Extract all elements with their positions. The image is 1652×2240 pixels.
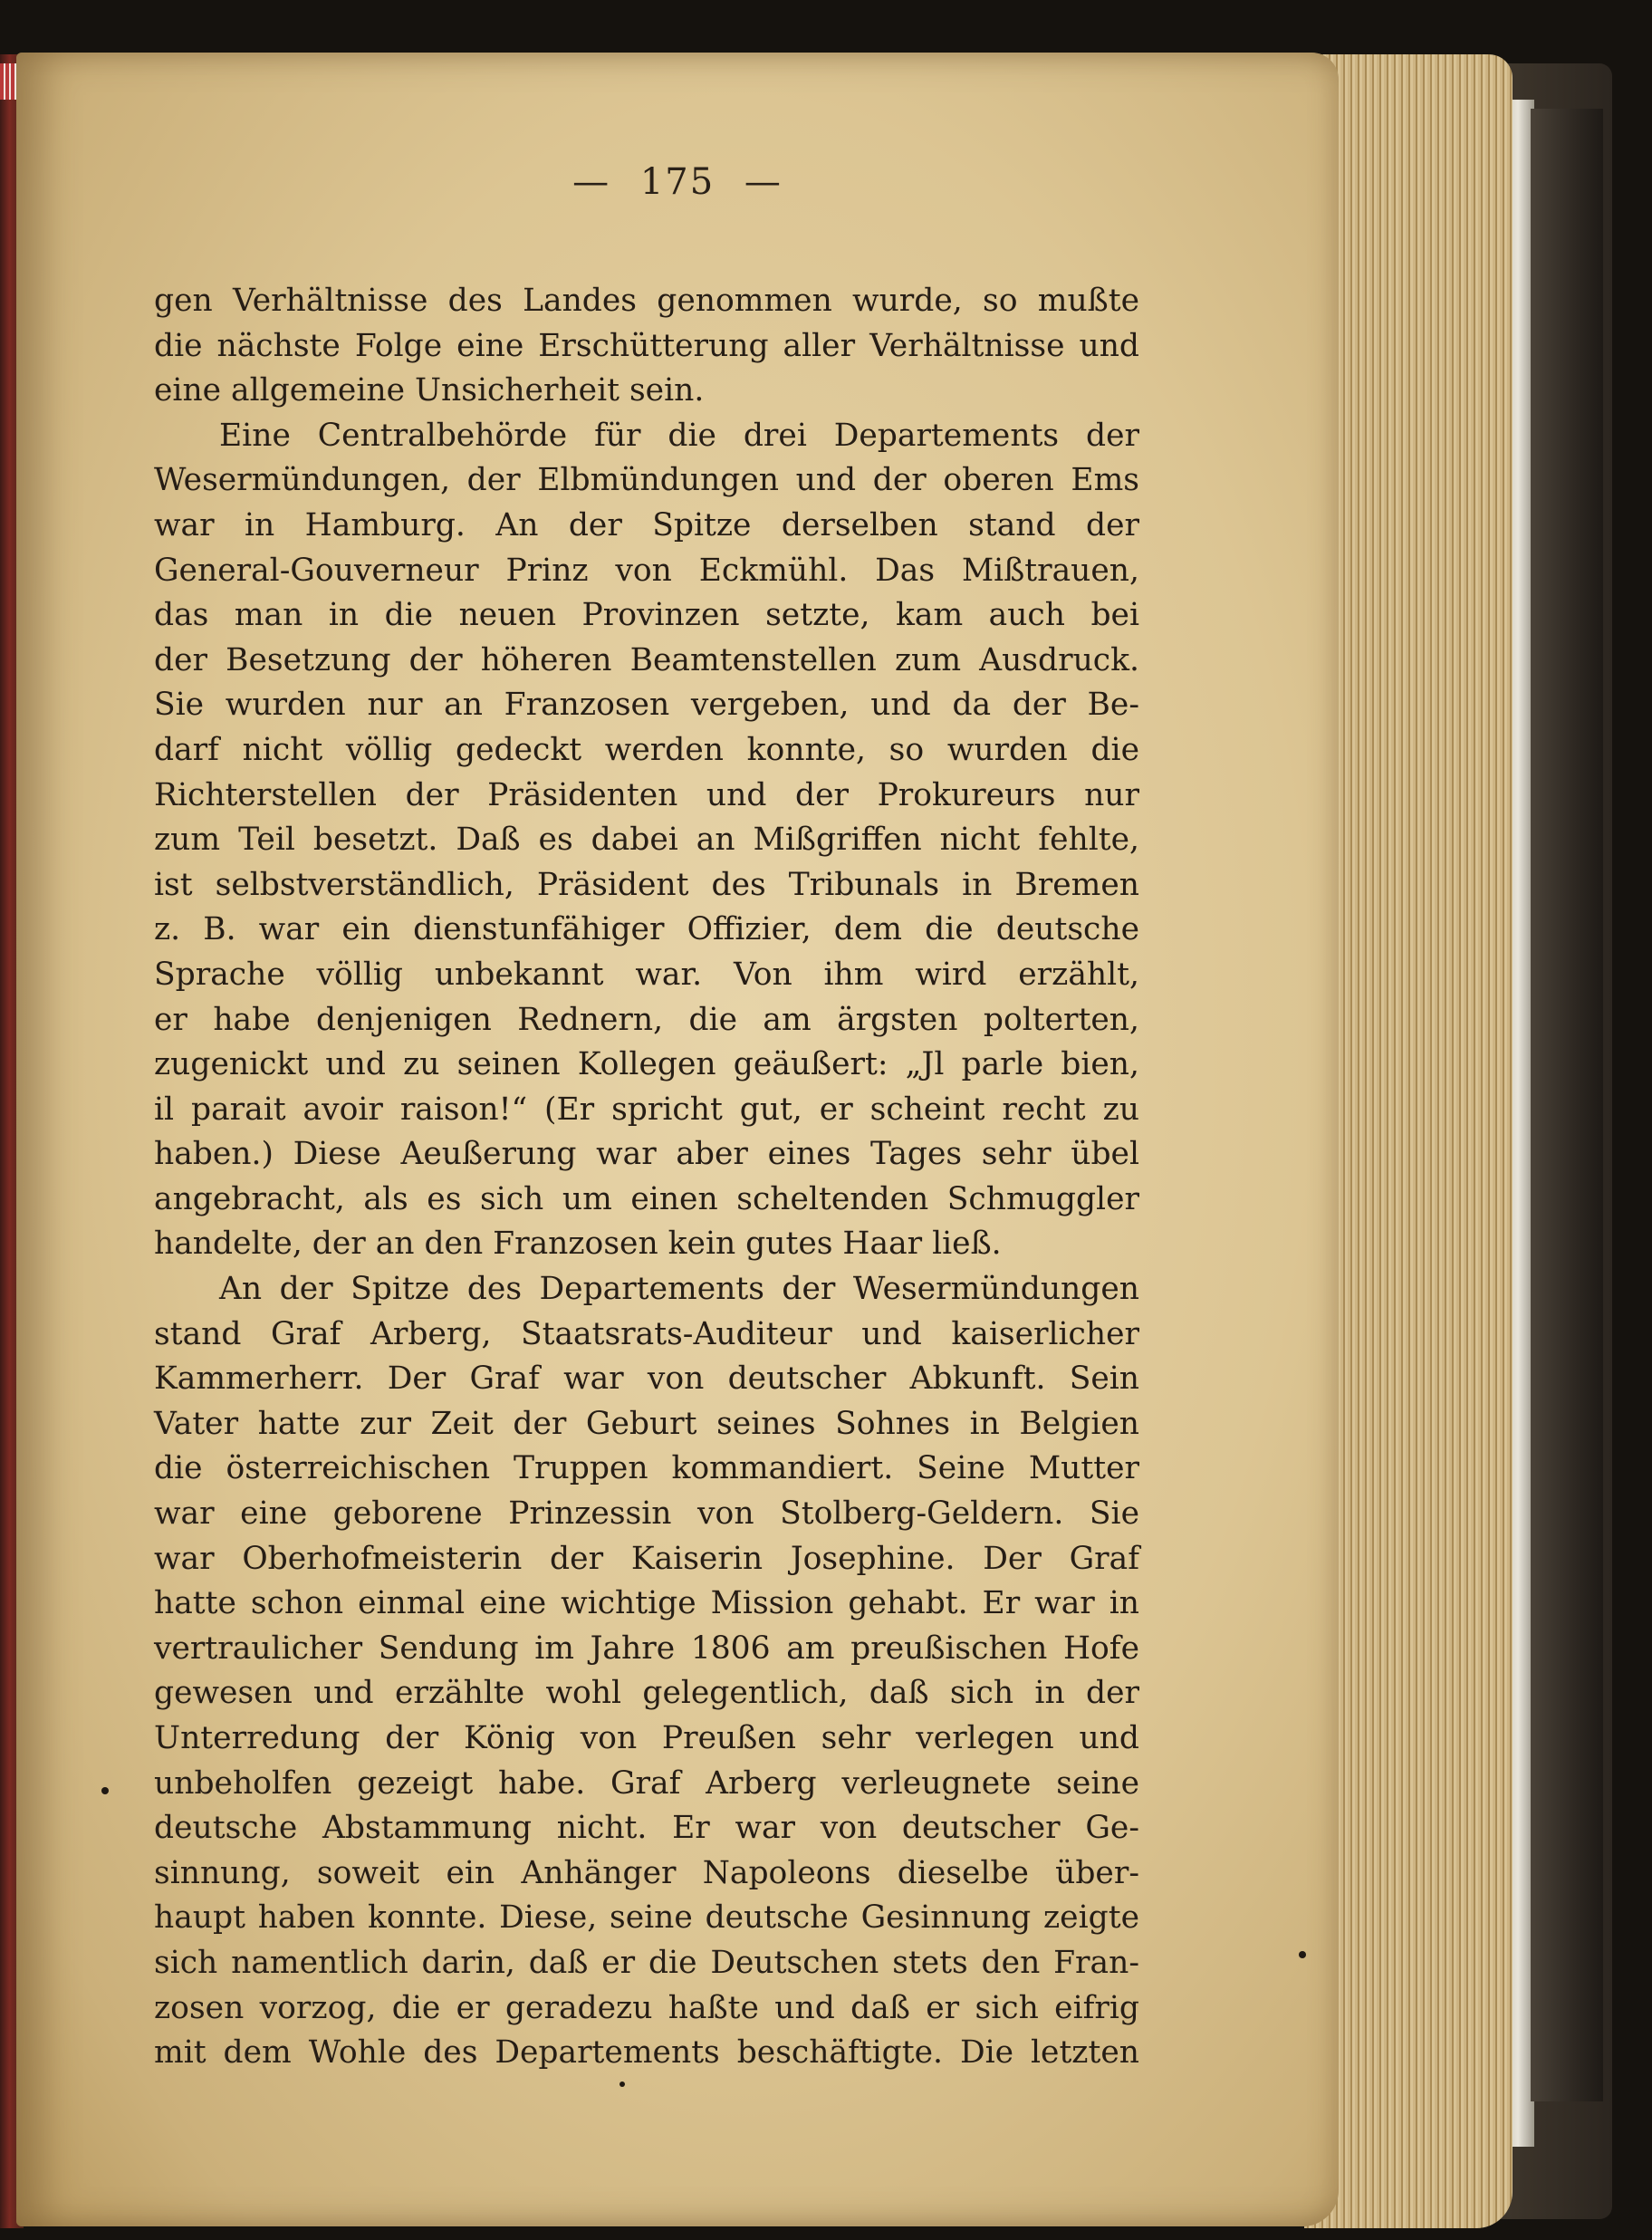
text-line: General-Gouverneur Prinz von Eckmühl. Das Mißtrauen, [154,552,1139,589]
body-text [154,279,1139,2076]
text-line: Kammerherr. Der Graf war von deutscher Abkunft. Sein [154,1360,1139,1398]
text-line: gen Verhältnisse des Landes genommen wurde, so mußte [154,283,1139,319]
text-line: der Besetzung der höheren Beamtenstellen zum Ausdruck. [154,641,1139,678]
text-line: mit dem Wohle des Departements beschäftigte. Die letzten [154,2034,1139,2072]
text-line: zum Teil besetzt. Daß es dabei an Mißgriffen nicht fehlte, [154,822,1139,859]
text-line: Vater hatte zur Zeit der Geburt seines Sohnes in Belgien [154,1405,1139,1442]
text-line: Wesermündungen, der Elbmündungen und der oberen Ems [154,462,1139,499]
text-line: zugenickt und zu seinen Kollegen geäußert: „Jl parle bien, [154,1046,1139,1083]
text-line: haben.) Diese Aeußerung war aber eines Tages sehr übel [154,1136,1139,1173]
text-line: war in Hamburg. An der Spitze derselben stand der [154,506,1139,543]
text-line: stand Graf Arberg, Staatsrats-Auditeur und kaiserlicher [154,1315,1139,1352]
margin-dot [101,1787,109,1794]
margin-dot [620,2081,625,2087]
text-line: deutsche Abstammung nicht. Er war von deutscher Ge- [154,1810,1139,1847]
text-line: z. B. war ein dienstunfähiger Offizier, dem die deutsche [154,911,1139,948]
text-line: eine allgemeine Unsicherheit sein. [154,372,705,409]
text-line: Sprache völlig unbekannt war. Von ihm wird erzählt, [154,956,1139,993]
text-line: Sie wurden nur an Franzosen vergeben, und da der Be- [154,687,1139,724]
text-line: darf nicht völlig gedeckt werden konnte, so wurden die [154,731,1139,768]
text-line: angebracht, als es sich um einen scheltenden Schmuggler [154,1180,1139,1217]
book-page [16,53,1339,2226]
text-line: sinnung, soweit ein Anhänger Napoleons dieselbe über- [154,1854,1139,1891]
text-line: handelte, der an den Franzosen kein gutes Haar ließ. [154,1226,1002,1263]
text-line: die nächste Folge eine Erschütterung aller Verhältnisse und [154,327,1139,364]
cover-board [1531,109,1603,2101]
header-dash-right: — [744,161,783,203]
text-line: gewesen und erzählte wohl gelegentlich, daß sich in der [154,1675,1139,1712]
text-line: die österreichischen Truppen kommandiert. Seine Mutter [154,1450,1139,1487]
text-line: il parait avoir raison!“ (Er spricht gut, er scheint recht zu [154,1091,1139,1128]
text-line: Eine Centralbehörde für die drei Departements der [219,417,1139,454]
text-line: Richterstellen der Präsidenten und der Prokureurs nur [154,776,1139,813]
text-line: er habe denjenigen Rednern, die am ärgsten polterten, [154,1001,1139,1038]
text-line: haupt haben konnte. Diese, seine deutsche Gesinnung zeigte [154,1899,1139,1937]
page-number: 175 [639,161,716,203]
page-header [16,161,1339,203]
header-dash-left: — [572,161,611,203]
text-line: vertraulicher Sendung im Jahre 1806 am preußischen Hofe [154,1630,1139,1667]
text-line: hatte schon einmal eine wichtige Mission gehabt. Er war in [154,1585,1139,1622]
text-line: sich namentlich darin, daß er die Deutschen stets den Fran- [154,1944,1139,1981]
text-line: Unterredung der König von Preußen sehr verlegen und [154,1720,1139,1756]
text-line: An der Spitze des Departements der Wesermündungen [219,1271,1139,1308]
text-line: war Oberhofmeisterin der Kaiserin Josephine. Der Graf [154,1540,1139,1577]
text-line: das man in die neuen Provinzen setzte, kam auch bei [154,597,1139,634]
margin-dot [1299,1951,1306,1958]
text-line: ist selbstverständlich, Präsident des Tribunals in Bremen [154,866,1139,903]
text-line: zosen vorzog, die er geradezu haßte und daß er sich eifrig [154,1989,1139,2026]
text-line: unbeholfen gezeigt habe. Graf Arberg verleugnete seine [154,1764,1139,1802]
text-line: war eine geborene Prinzessin von Stolberg-Geldern. Sie [154,1495,1139,1533]
